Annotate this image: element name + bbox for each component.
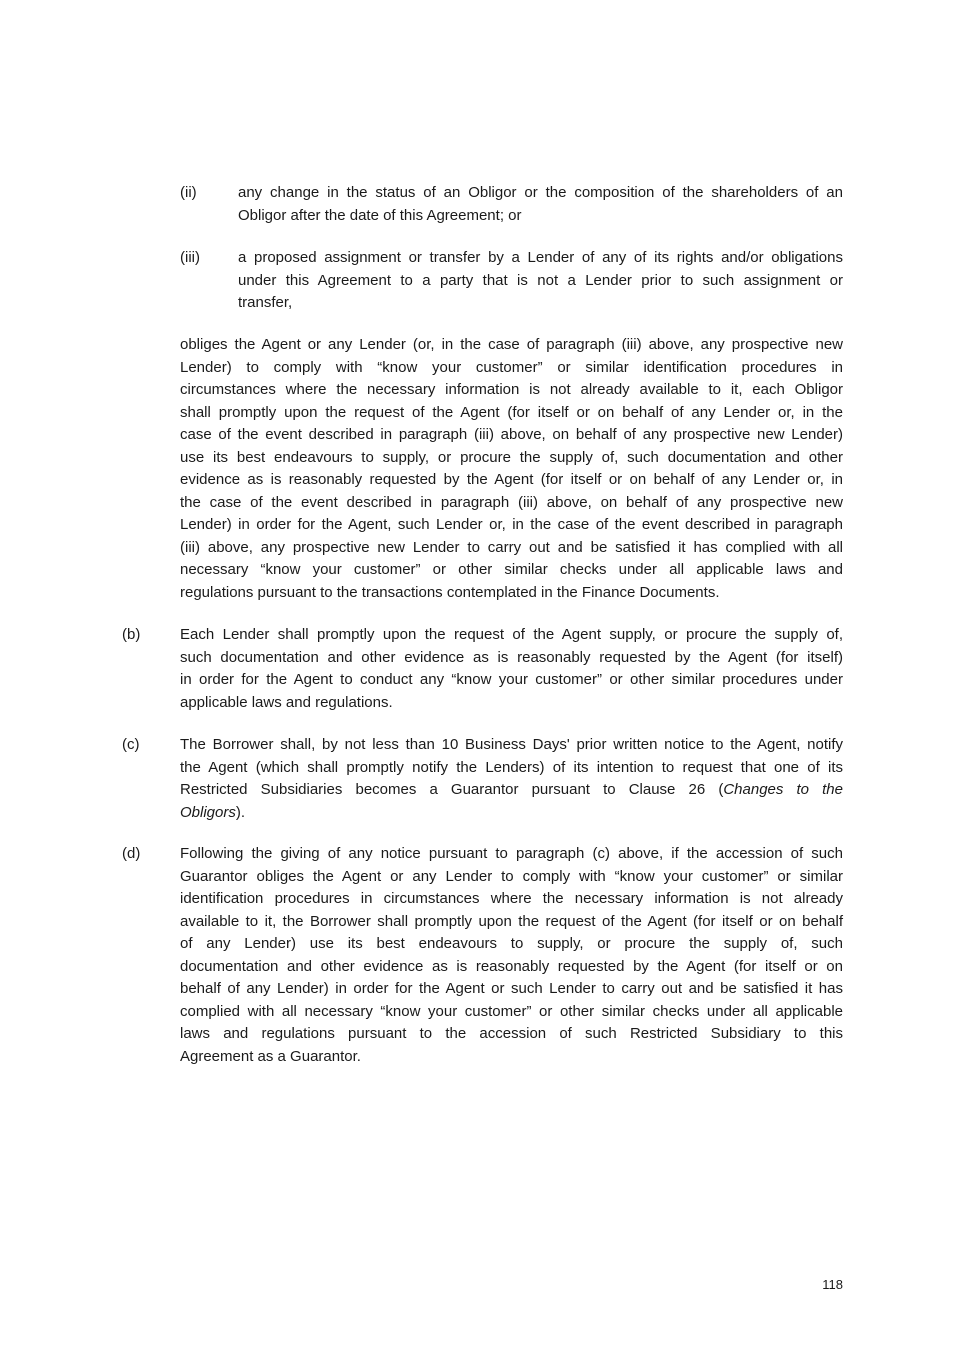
text-line: use its best endeavours to supply, or procure the supply of, such documentation and other <box>180 448 843 466</box>
text-line: the case of the event described in paragraph (iii) above, on behalf of any prospective new <box>180 493 843 511</box>
text-segment: the Agent (which shall promptly notify the Lenders) of its intention to request that one of its <box>180 758 843 776</box>
text-line: behalf of any Lender) in order for the Agent or such Lender to carry out and be satisfied it has <box>180 980 843 997</box>
text-line: circumstances where the necessary information is not already available to it, each Obligor <box>180 381 843 398</box>
text-line: applicable laws and regulations. <box>180 693 393 711</box>
text-line: Agreement as a Guarantor. <box>180 1047 361 1065</box>
text-line: Lender) in order for the Agent, such Lender or, in the case of the event described in paragraph <box>180 516 843 533</box>
text-segment: ). <box>235 803 246 821</box>
text-line: (iii) above, any prospective new Lender to carry out and be satisfied it has complied with all <box>180 538 843 556</box>
text-line: regulations pursuant to the transactions contemplated in the Finance Documents. <box>180 583 720 601</box>
text-line: complied with all necessary “know your customer” or other similar checks under all applicable <box>180 1002 843 1020</box>
text-segment: Restricted Subsidiaries becomes a Guarantor pursuant to Clause 26 ( <box>180 781 724 798</box>
text-line: a proposed assignment or transfer by a Lender of any of its rights and/or obligations <box>238 249 843 266</box>
text-line <box>180 779 843 802</box>
text-line: in order for the Agent to conduct any “know your customer” or other similar procedures under <box>180 671 843 688</box>
paragraph-label: (ii) <box>180 184 197 201</box>
text-line: Lender) to comply with “know your customer” or similar identification procedures in <box>180 358 843 376</box>
paragraph-text <box>180 843 843 1068</box>
paragraph-label: (iii) <box>180 249 200 266</box>
text-line: obliges the Agent or any Lender (or, in the case of paragraph (iii) above, any prospective new <box>180 336 843 353</box>
paragraph-text <box>238 182 843 227</box>
text-line: evidence as is reasonably requested by the Agent (for itself or on behalf of any Lender or, in <box>180 471 843 488</box>
text-line: under this Agreement to a party that is not a Lender prior to such assignment or <box>238 271 843 289</box>
text-line: identification procedures in circumstances where the necessary information is not already <box>180 890 843 907</box>
paragraph-text <box>180 734 843 824</box>
text-line: case of the event described in paragraph (iii) above, on behalf of any prospective new Lender) <box>180 426 843 443</box>
text-line <box>180 802 843 825</box>
text-line: such documentation and other evidence as is reasonably requested by the Agent (for itself) <box>180 648 843 666</box>
paragraph-label: (d) <box>122 845 141 862</box>
text-line <box>180 757 843 780</box>
italic-reference: Changes to the <box>723 781 843 798</box>
text-line: Guarantor obliges the Agent or any Lender to comply with “know your customer” or similar <box>180 867 843 885</box>
text-line: documentation and other evidence as is reasonably requested by the Agent (for itself or on <box>180 957 843 975</box>
text-line: laws and regulations pursuant to the accession of such Restricted Subsidiary to this <box>180 1025 843 1042</box>
text-line: Obligor after the date of this Agreement; or <box>238 206 522 224</box>
text-segment: The Borrower shall, by not less than 10 Business Days' prior written notice to the Agent, notify <box>180 736 843 753</box>
paragraph-label: (c) <box>122 736 140 753</box>
page-number: 118 <box>822 1277 843 1292</box>
italic-reference: Obligors <box>180 803 236 821</box>
text-line <box>180 734 843 757</box>
text-line: Each Lender shall promptly upon the request of the Agent supply, or procure the supply of, <box>180 626 843 643</box>
text-line: available to it, the Borrower shall promptly upon the request of the Agent (for itself or on behalf <box>180 912 843 930</box>
paragraph-label: (b) <box>122 626 141 643</box>
text-line: transfer, <box>238 294 293 311</box>
text-line: any change in the status of an Obligor or the composition of the shareholders of an <box>238 184 843 201</box>
text-line: shall promptly upon the request of the Agent (for itself or on behalf of any Lender or, in the <box>180 403 843 421</box>
paragraph-text <box>180 624 843 714</box>
paragraph-text <box>180 334 843 604</box>
text-line: of any Lender) use its best endeavours to supply, or procure the supply of, such <box>180 935 843 952</box>
text-line: Following the giving of any notice pursuant to paragraph (c) above, if the accession of such <box>180 845 843 862</box>
paragraph-text <box>238 247 843 315</box>
text-line: necessary “know your customer” or other similar checks under all applicable laws and <box>180 561 843 578</box>
